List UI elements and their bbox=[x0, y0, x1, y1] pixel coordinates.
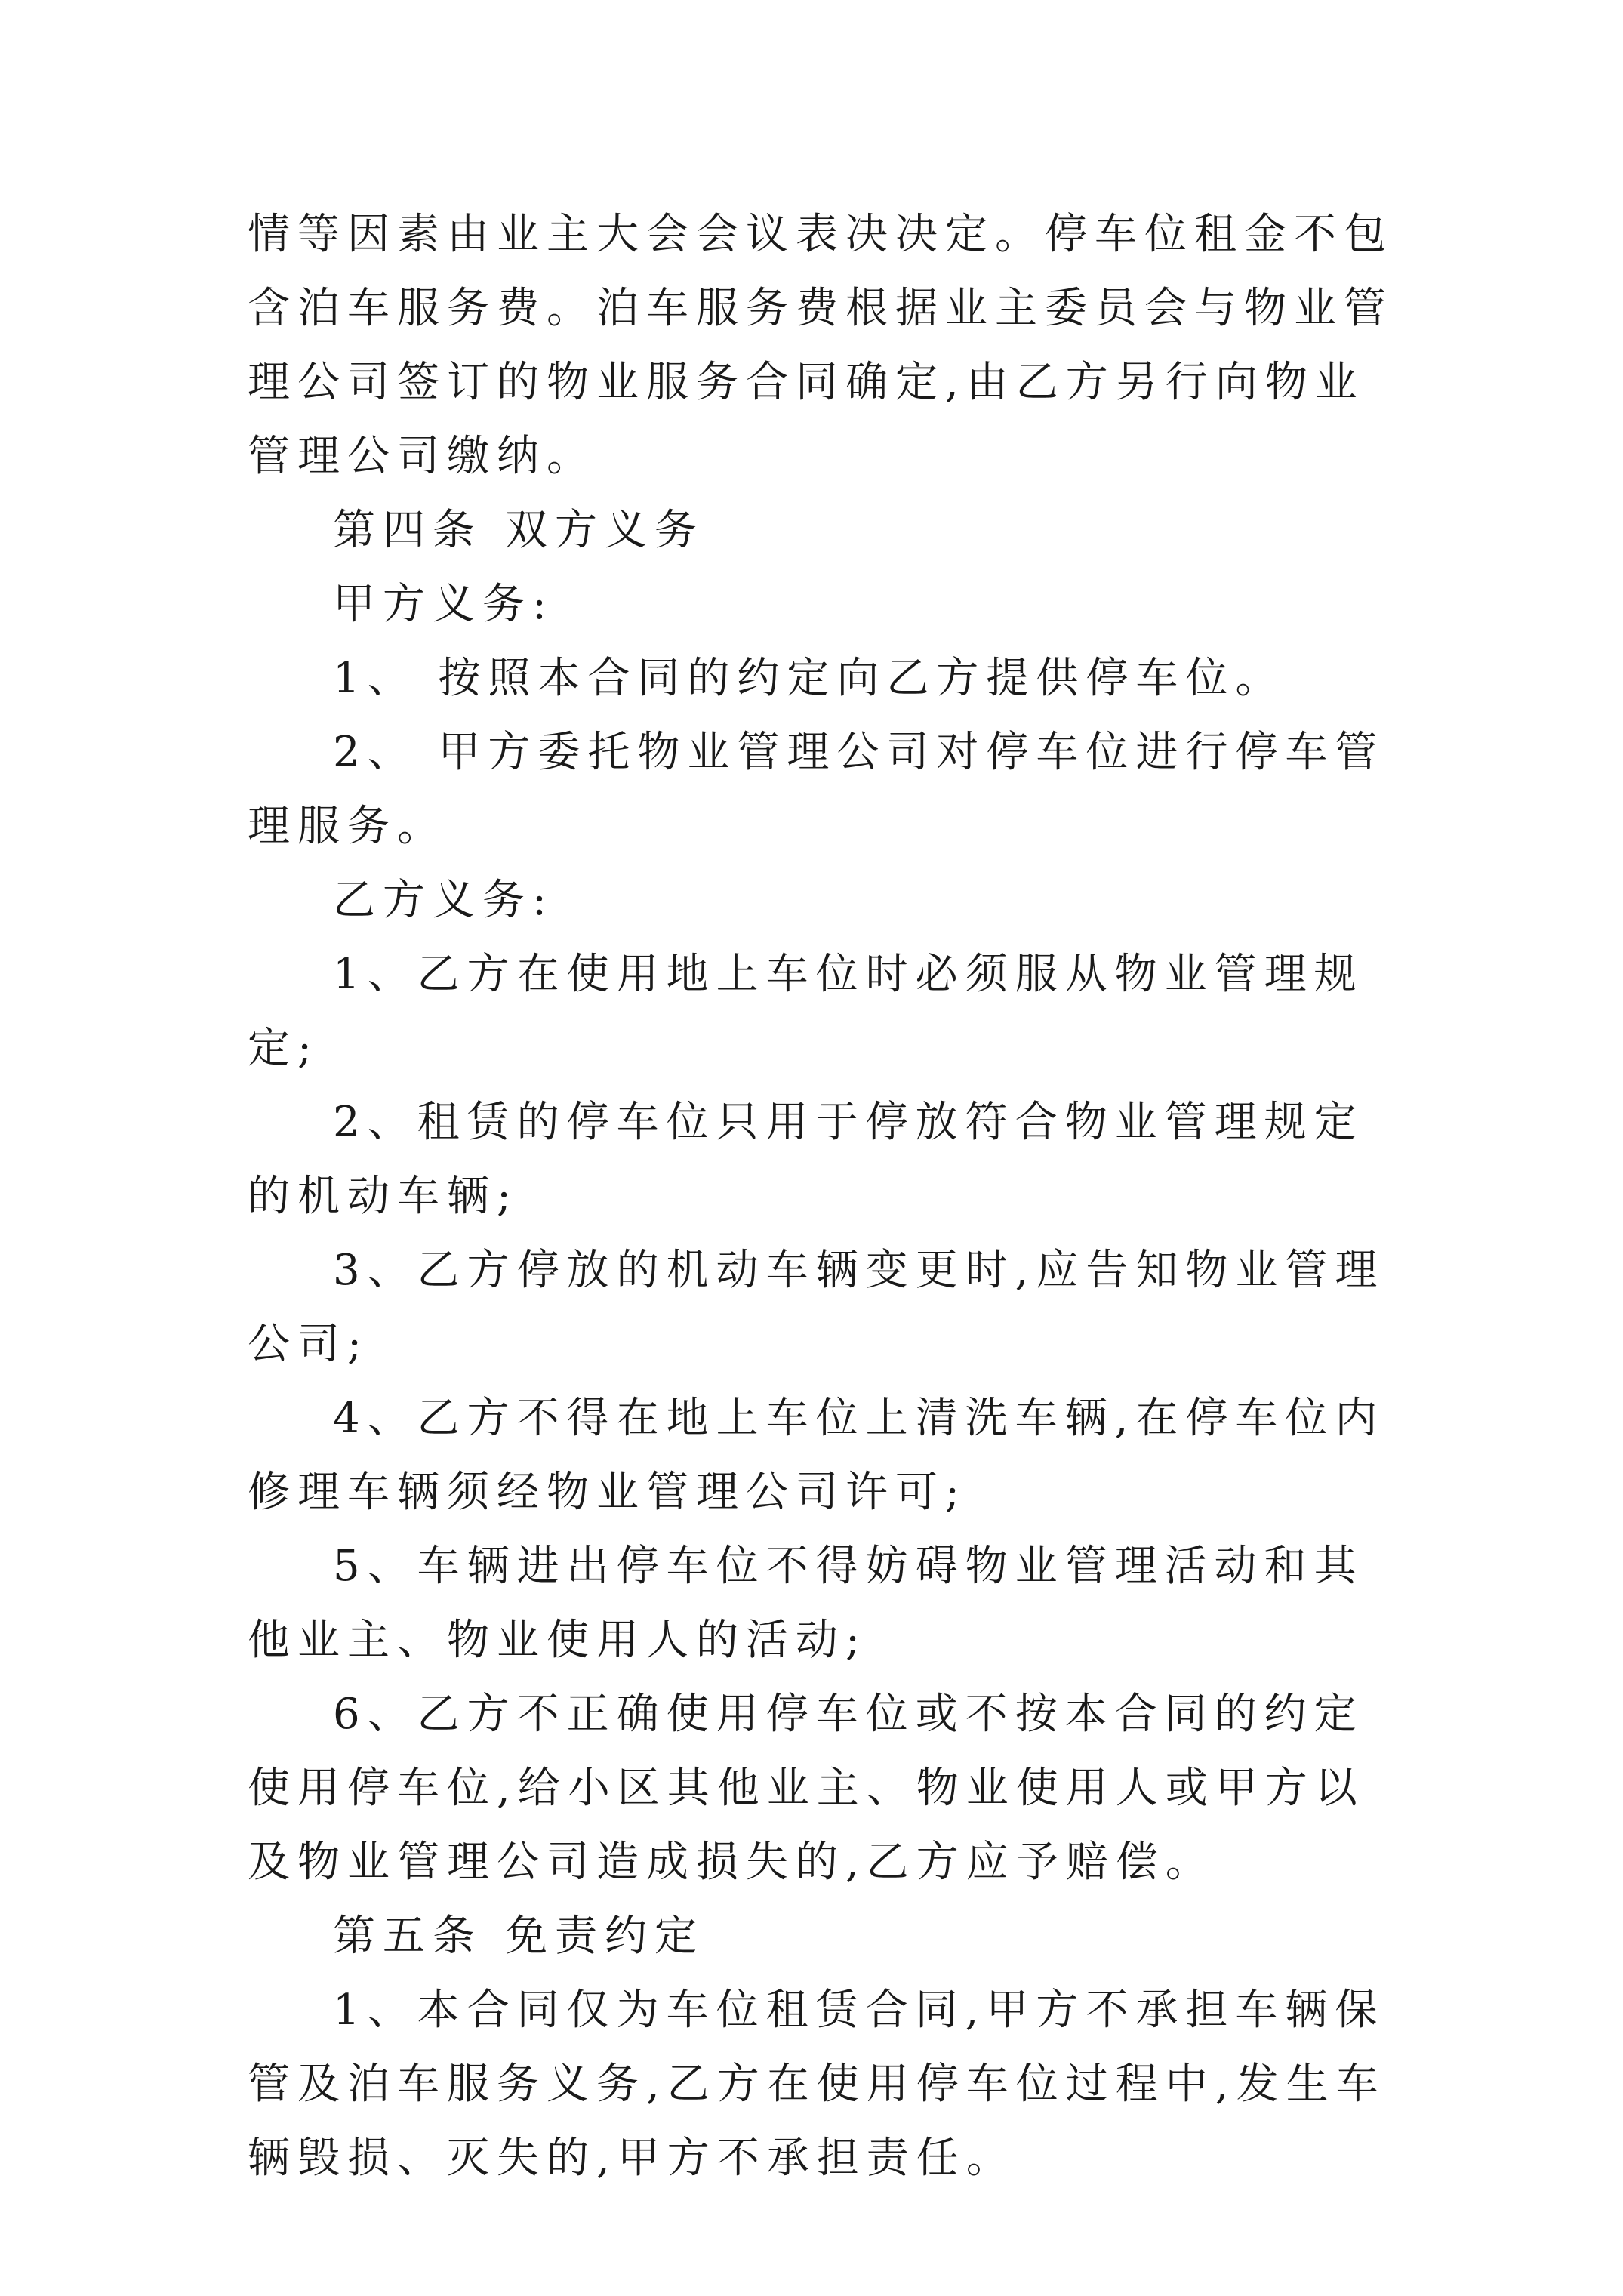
party-b-duty-1: 1、乙方在使用地上车位时必须服从物业管理规定; bbox=[248, 950, 1364, 1073]
document-body bbox=[248, 198, 1395, 2196]
party-b-duty-5: 5、车辆进出停车位不得妨碍物业管理活动和其他业主、物业使用人的活动; bbox=[248, 1542, 1364, 1665]
party-b-duty-2: 2、租赁的停车位只用于停放符合物业管理规定的机动车辆; bbox=[248, 1098, 1364, 1221]
party-a-duty-2: 2、 甲方委托物业管理公司对停车位进行停车管理服务。 bbox=[248, 728, 1385, 851]
party-a-duty-1: 1、 按照本合同的约定向乙方提供停车位。 bbox=[333, 654, 1286, 703]
article-four-title: 双方义务 bbox=[505, 506, 704, 555]
article-four-number: 第四条 bbox=[333, 506, 482, 555]
article-four-heading bbox=[248, 494, 1395, 568]
article-five-title: 免责约定 bbox=[505, 1912, 704, 1961]
party-b-duties-label: 乙方义务: bbox=[333, 876, 554, 925]
article-five-number: 第五条 bbox=[333, 1912, 482, 1961]
article-five-heading bbox=[248, 1900, 1395, 1974]
party-a-duties-label: 甲方义务: bbox=[333, 580, 554, 629]
exemption-clause-1: 1、本合同仅为车位租赁合同,甲方不承担车辆保管及泊车服务义务,乙方在使用停车位过程中,发生车辆毁损、灭失的,甲方不承担责任。 bbox=[248, 1986, 1386, 2183]
party-b-duty-3: 3、乙方停放的机动车辆变更时,应告知物业管理公司; bbox=[248, 1246, 1385, 1369]
party-b-duty-4: 4、乙方不得在地上车位上清洗车辆,在停车位内修理车辆须经物业管理公司许可; bbox=[248, 1394, 1385, 1517]
party-b-duty-6: 6、乙方不正确使用停车位或不按本合同的约定使用停车位,给小区其他业主、物业使用人或甲方以及物业管理公司造成损失的,乙方应予赔偿。 bbox=[248, 1690, 1365, 1887]
paragraph-rent-fee: 情等因素由业主大会会议表决决定。停车位租金不包含泊车服务费。泊车服务费根据业主委员会与物业管理公司签订的物业服务合同确定,由乙方另行向物业管理公司缴纳。 bbox=[248, 210, 1394, 481]
